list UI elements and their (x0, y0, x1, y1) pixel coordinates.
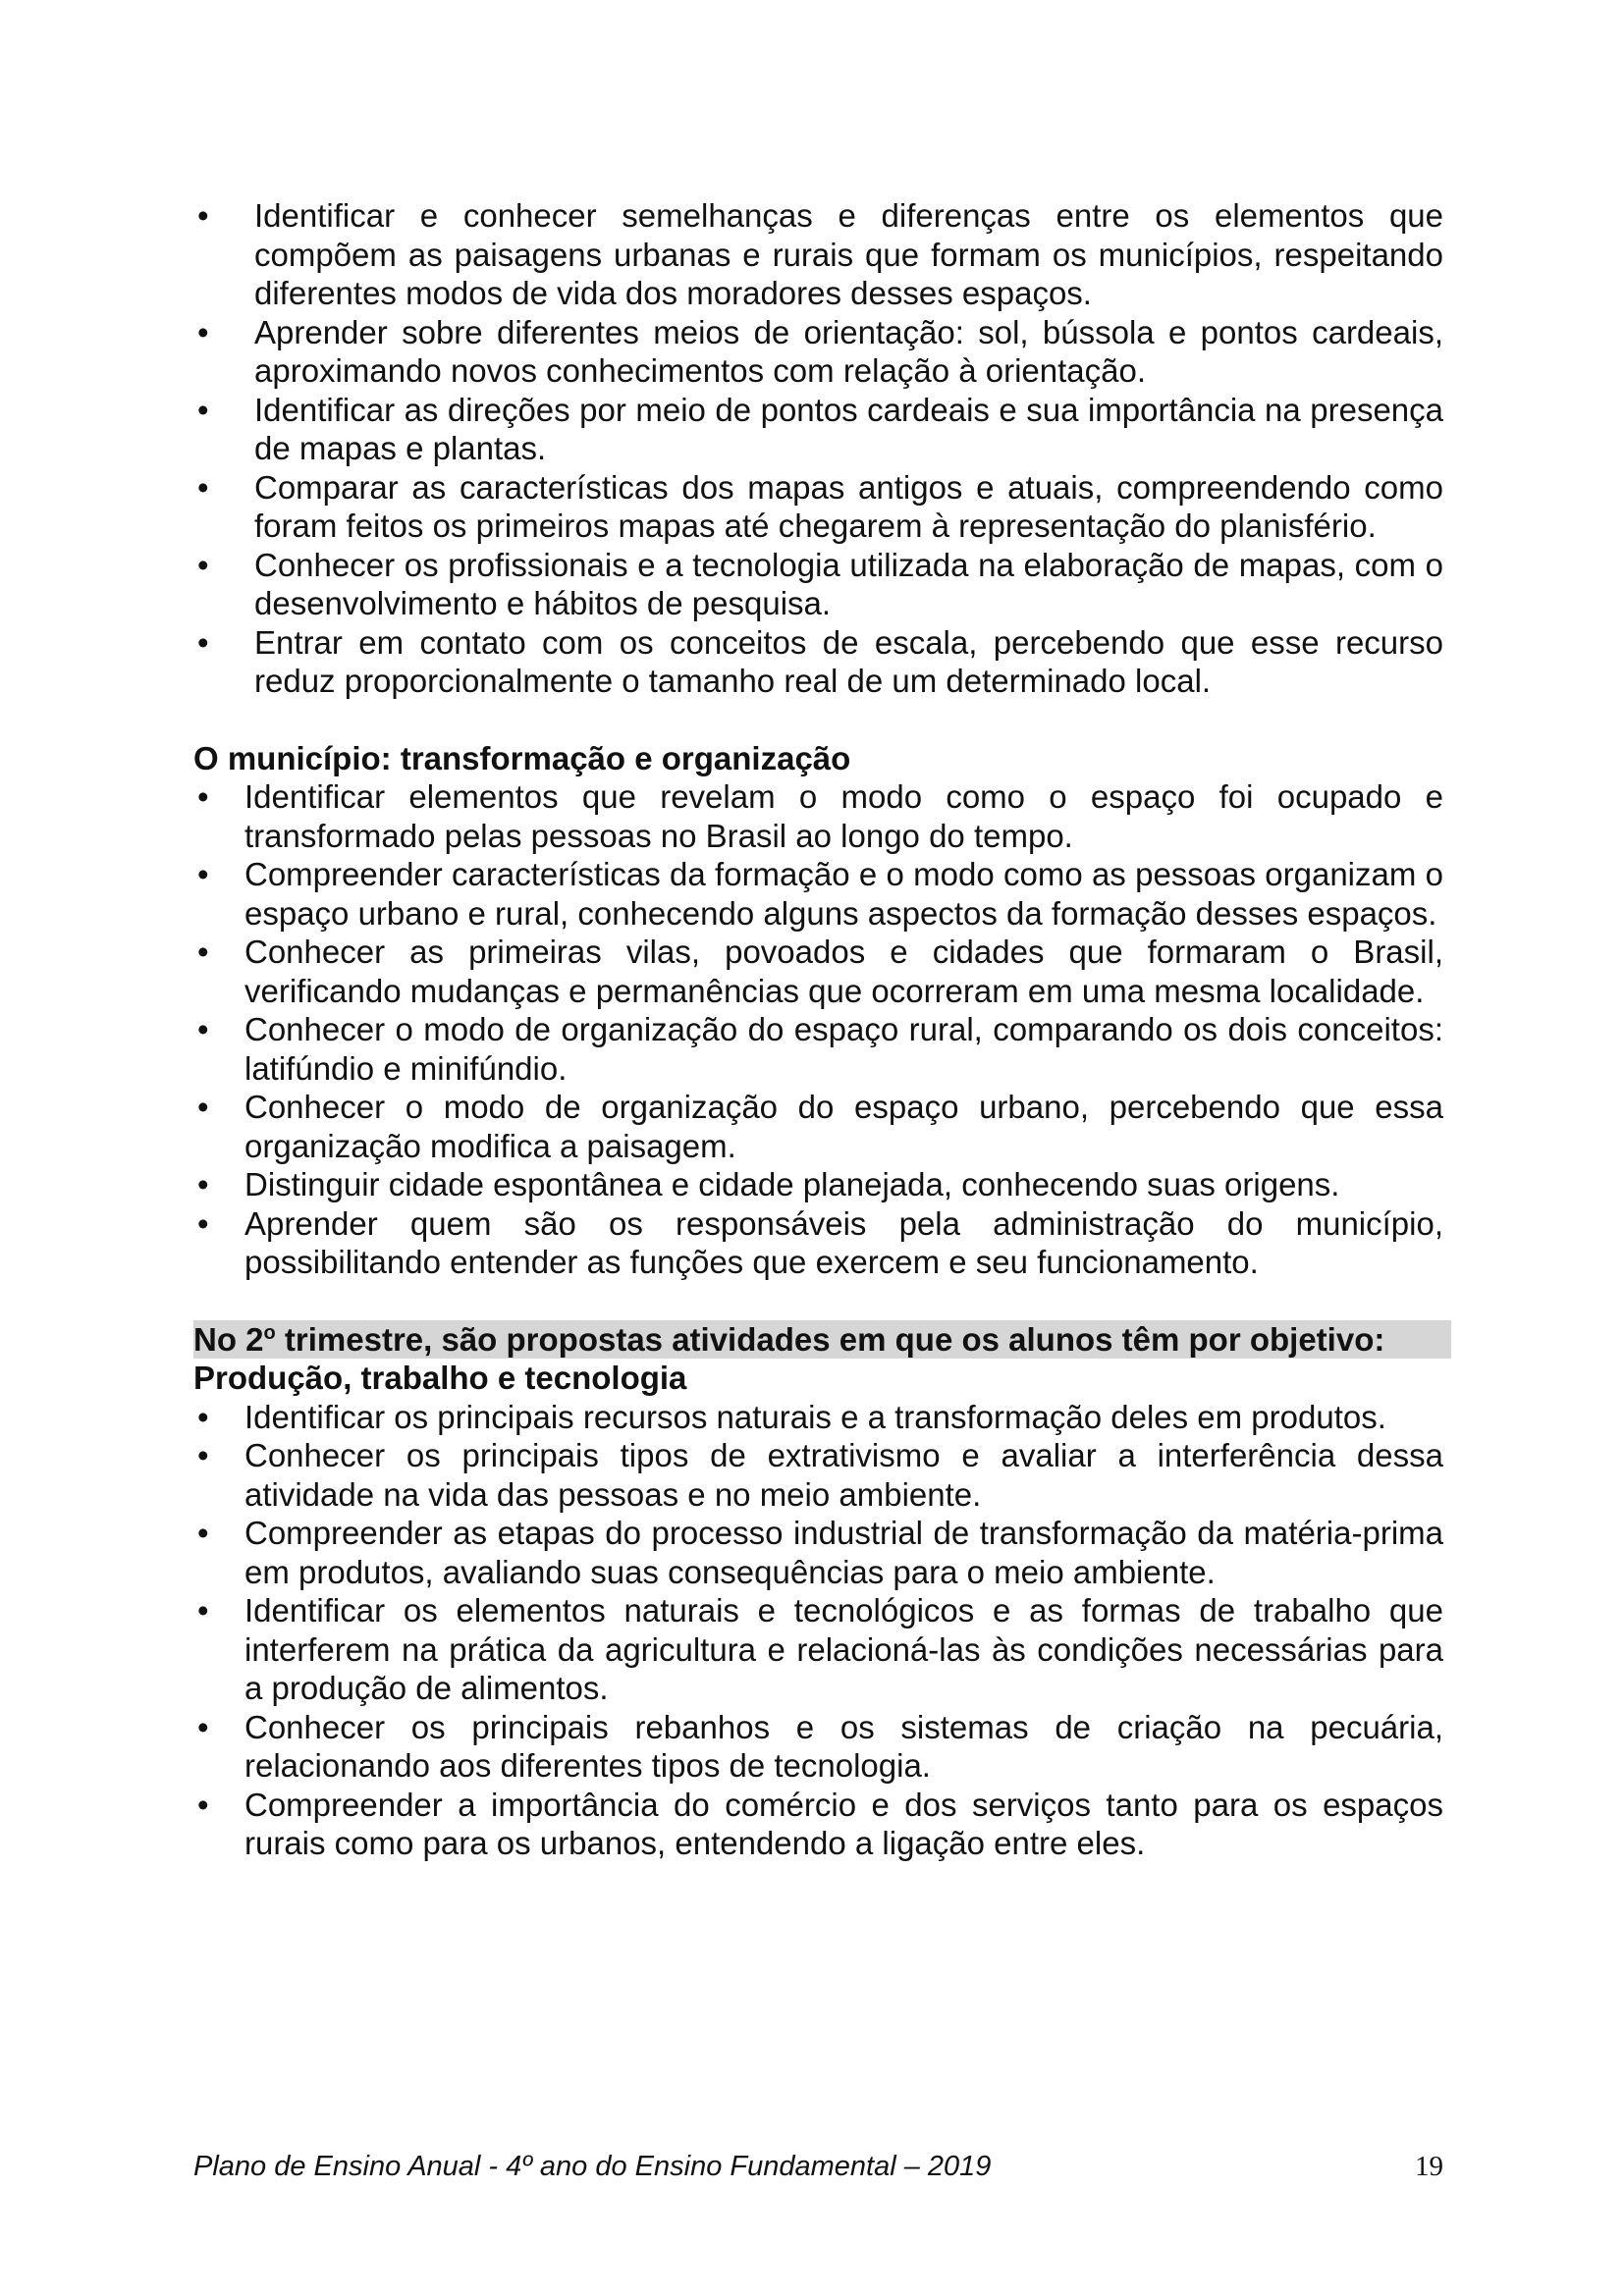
bullet-icon: • (197, 1786, 209, 1823)
list-item-text: Identificar os elementos naturais e tecnológicos e as formas de trabalho que interferem na prática da agricultura e relacioná-las às condições necessárias para a produção de alimentos. (244, 1592, 1443, 1706)
list-item (193, 1165, 1443, 1204)
list-item-text: Identificar e conhecer semelhanças e diferenças entre os elementos que compõem as paisagens urbanas e rurais que formam os municípios, respeitando diferentes modos de vida dos moradores desses espaços. (254, 197, 1443, 311)
trimester-heading-prefix: No 2 (193, 1320, 264, 1358)
list-item-text: Conhecer os principais rebanhos e os sistemas de criação na pecuária, relacionando aos diferentes tipos de tecnologia. (244, 1708, 1443, 1784)
bullet-icon: • (197, 934, 209, 970)
list-item-text: Compreender a importância do comércio e dos serviços tanto para os espaços rurais como para os urbanos, entendendo a ligação entre eles. (244, 1786, 1443, 1861)
footer-document-title: Plano de Ensino Anual - 4º ano do Ensino Fundamental – 2019 (193, 2151, 992, 2182)
list-item (193, 546, 1443, 623)
list-item-text: Conhecer as primeiras vilas, povoados e cidades que formaram o Brasil, verificando mudanças e permanências que ocorreram em uma mesma localidade. (244, 934, 1443, 1009)
list-item (193, 313, 1443, 391)
list-item (193, 1591, 1443, 1708)
ordinal-indicator: o (263, 1321, 276, 1344)
bullet-icon: • (197, 623, 209, 661)
list-item (193, 623, 1443, 701)
bullet-icon: • (197, 546, 209, 583)
list-item (193, 1088, 1443, 1165)
page-number: 19 (1415, 2151, 1443, 2182)
list-item-text: Conhecer o modo de organização do espaço rural, comparando os dois conceitos: latifúndio e minifúndio. (244, 1011, 1443, 1087)
list-item (193, 1010, 1443, 1088)
list-item (193, 777, 1443, 855)
trimester-heading-suffix: trimestre, são propostas atividades em que os alunos têm por objetivo: (275, 1320, 1385, 1358)
list-item-text: Aprender sobre diferentes meios de orientação: sol, bússola e pontos cardeais, aproximando novos conhecimentos com relação à orientação. (254, 313, 1443, 389)
list-item (193, 1786, 1443, 1863)
list-item (193, 855, 1443, 933)
bullet-icon: • (197, 1204, 209, 1242)
bullet-icon: • (197, 1515, 209, 1551)
section-heading-municipio: O município: transformação e organização (193, 739, 851, 776)
bullet-icon: • (197, 1089, 209, 1125)
list-item-text: Conhecer os principais tipos de extrativismo e avaliar a interferência dessa atividade na vida das pessoas e no meio ambiente. (244, 1437, 1443, 1513)
list-item-text: Identificar as direções por meio de pontos cardeais e sua importância na presença de mapas e plantas. (254, 391, 1443, 466)
section-heading-producao: Produção, trabalho e tecnologia (193, 1360, 687, 1396)
list-item (193, 391, 1443, 468)
bullet-icon: • (197, 1592, 209, 1629)
list-item (193, 1436, 1443, 1514)
intro-objectives-list (193, 196, 1443, 701)
bullet-icon: • (197, 197, 209, 234)
list-item (193, 1398, 1443, 1437)
producao-objectives-list (193, 1398, 1443, 1863)
list-item-text: Aprender quem são os responsáveis pela administração do município, possibilitando entender as funções que exercem e seu funcionamento. (244, 1204, 1443, 1280)
list-item-text: Compreender características da formação e o modo como as pessoas organizam o espaço urbano e rural, conhecendo alguns aspectos da formação desses espaços. (244, 856, 1443, 932)
list-item (193, 196, 1443, 313)
list-item-text: Compreender as etapas do processo industrial de transformação da matéria-prima em produtos, avaliando suas consequências para o meio ambiente. (244, 1515, 1443, 1590)
list-item (193, 1204, 1443, 1282)
list-item (193, 468, 1443, 546)
list-item (193, 933, 1443, 1010)
bullet-icon: • (197, 856, 209, 892)
bullet-icon: • (197, 1166, 209, 1202)
trimester-heading (193, 1320, 1451, 1360)
list-item-text: Conhecer o modo de organização do espaço urbano, percebendo que essa organização modifica a paisagem. (244, 1089, 1443, 1164)
list-item (193, 1708, 1443, 1786)
page-content (193, 196, 1443, 1863)
bullet-icon: • (197, 1011, 209, 1047)
municipio-objectives-list (193, 777, 1443, 1282)
bullet-icon: • (197, 313, 209, 350)
bullet-icon: • (197, 1437, 209, 1473)
bullet-icon: • (197, 1398, 209, 1435)
page-footer (193, 2150, 1443, 2183)
bullet-icon: • (197, 391, 209, 428)
list-item (193, 1514, 1443, 1591)
list-item-text: Entrar em contato com os conceitos de escala, percebendo que esse recurso reduz proporcionalmente o tamanho real de um determinado local. (254, 623, 1443, 699)
list-item-text: Conhecer os profissionais e a tecnologia utilizada na elaboração de mapas, com o desenvolvimento e hábitos de pesquisa. (254, 546, 1443, 621)
bullet-icon: • (197, 468, 209, 506)
list-item-text: Identificar os principais recursos naturais e a transformação deles em produtos. (244, 1398, 1386, 1435)
bullet-icon: • (197, 778, 209, 815)
bullet-icon: • (197, 1708, 209, 1745)
list-item-text: Identificar elementos que revelam o modo como o espaço foi ocupado e transformado pelas pessoas no Brasil ao longo do tempo. (244, 778, 1443, 854)
list-item-text: Distinguir cidade espontânea e cidade planejada, conhecendo suas origens. (244, 1166, 1340, 1202)
list-item-text: Comparar as características dos mapas antigos e atuais, compreendendo como foram feitos os primeiros mapas até chegarem à representação do planisfério. (254, 468, 1443, 544)
